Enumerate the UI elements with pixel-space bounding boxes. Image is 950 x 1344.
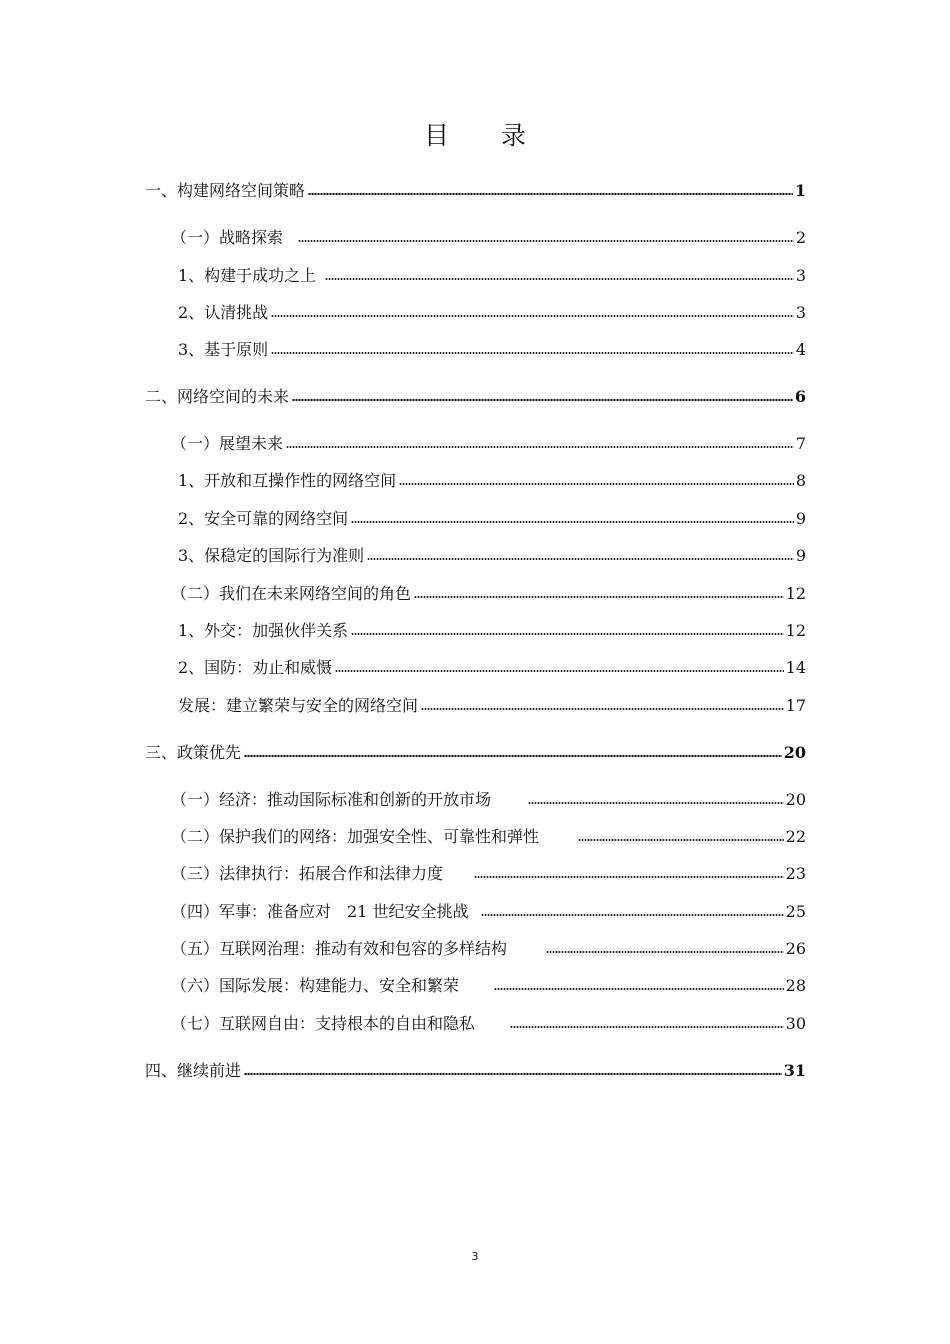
toc-entry-page: 8	[795, 471, 806, 490]
dot-leader	[494, 987, 784, 991]
dot-leader	[335, 669, 783, 673]
toc-entry-label: 1、开放和互操作性的网络空间	[178, 471, 397, 490]
toc-entry-section-2[interactable]	[145, 387, 806, 407]
toc-entry-section-4[interactable]	[145, 1061, 806, 1081]
dot-leader	[271, 314, 794, 318]
dot-leader	[244, 754, 782, 758]
dot-leader	[474, 875, 784, 879]
toc-entry-label: 2、国防：劝止和威慑	[178, 658, 333, 677]
toc-entry-page: 9	[795, 546, 806, 565]
toc-entry-label: （七）互联网自由：支持根本的自由和隐私	[171, 1014, 476, 1033]
toc-entry-page: 20	[783, 743, 806, 762]
toc-entry-subsection[interactable]	[171, 902, 806, 922]
dot-leader	[298, 239, 794, 243]
toc-entry-page: 20	[785, 790, 806, 809]
dot-leader	[367, 557, 794, 561]
footer-page-number: 3	[471, 1250, 479, 1263]
dot-leader	[510, 1025, 784, 1029]
toc-entry-page: 14	[785, 658, 806, 677]
toc-entry-subsection[interactable]	[171, 584, 806, 604]
toc-entry-item[interactable]	[178, 471, 806, 491]
toc-entry-page: 6	[794, 387, 806, 406]
toc-entry-label: 2、认清挑战	[178, 303, 269, 322]
toc-entry-subsection[interactable]	[171, 939, 806, 959]
toc-entry-page: 9	[795, 509, 806, 528]
dot-leader	[399, 482, 794, 486]
toc-entry-label: （一）展望未来	[171, 434, 284, 453]
toc-entry-page: 3	[795, 303, 806, 322]
toc-entry-subsection[interactable]	[171, 434, 806, 454]
dot-leader	[414, 595, 784, 599]
dot-leader	[292, 398, 793, 402]
toc-entry-item[interactable]	[178, 621, 806, 641]
toc-entry-label: （四）军事：准备应对 21 世纪安全挑战	[171, 902, 469, 921]
toc-entry-section-3[interactable]	[145, 743, 806, 763]
toc-entry-subsection[interactable]	[171, 864, 806, 884]
toc-entry-page: 3	[795, 266, 806, 285]
toc-entry-subsection[interactable]	[171, 228, 806, 248]
toc-entry-subsection[interactable]	[171, 1014, 806, 1034]
toc-entry-item[interactable]	[178, 509, 806, 529]
dot-leader	[578, 838, 784, 842]
toc-entry-label: 1、外交：加强伙伴关系	[178, 621, 349, 640]
toc-entry-subsection[interactable]	[171, 976, 806, 996]
toc-entry-label: 四、继续前进	[145, 1061, 242, 1080]
toc-entry-page: 22	[785, 827, 806, 846]
toc-entry-page: 26	[785, 939, 806, 958]
dot-leader	[325, 277, 794, 281]
dot-leader	[528, 801, 784, 805]
toc-entry-label: 1、构建于成功之上	[178, 266, 317, 285]
toc-entry-label: 发展：建立繁荣与安全的网络空间	[178, 696, 419, 715]
toc-entry-label: （二）保护我们的网络：加强安全性、可靠性和弹性	[171, 827, 540, 846]
toc-entry-item[interactable]	[178, 658, 806, 678]
toc-entry-page: 17	[785, 696, 806, 715]
toc-entry-label: （五）互联网治理：推动有效和包容的多样结构	[171, 939, 508, 958]
toc-entry-item[interactable]	[178, 266, 806, 286]
toc-entry-label: 二、网络空间的未来	[145, 387, 290, 406]
toc-entry-section-1[interactable]	[145, 181, 806, 201]
toc-entry-page: 4	[795, 340, 806, 359]
toc-entry-label: （一）经济：推动国际标准和创新的开放市场	[171, 790, 492, 809]
toc-entry-label: 一、构建网络空间策略	[145, 181, 306, 200]
toc-entry-label: （二）我们在未来网络空间的角色	[171, 584, 412, 603]
dot-leader	[351, 520, 794, 524]
dot-leader	[271, 351, 794, 355]
toc-entry-item[interactable]	[178, 546, 806, 566]
toc-entry-label: （一）战略探索	[171, 228, 284, 247]
toc-entry-item[interactable]	[178, 303, 806, 323]
dot-leader	[546, 950, 784, 954]
dot-leader	[244, 1072, 782, 1076]
toc-entry-subsection[interactable]	[171, 790, 806, 810]
toc-entry-subsection[interactable]	[171, 827, 806, 847]
toc-entry-label: （六）国际发展：构建能力、安全和繁荣	[171, 976, 460, 995]
dot-leader	[421, 707, 784, 711]
toc-entry-page: 2	[795, 228, 806, 247]
dot-leader	[351, 632, 783, 636]
toc-entry-label: 三、政策优先	[145, 743, 242, 762]
dot-leader	[481, 913, 783, 917]
dot-leader	[308, 192, 793, 196]
toc-entry-page: 12	[785, 584, 806, 603]
toc-entry-label: 2、安全可靠的网络空间	[178, 509, 349, 528]
toc-entry-page: 28	[785, 976, 806, 995]
toc-entry-page: 30	[785, 1014, 806, 1033]
toc-entry-page: 1	[794, 181, 806, 200]
toc-entry-item[interactable]	[178, 340, 806, 360]
toc-entry-page: 25	[785, 902, 806, 921]
toc-entry-label: 3、保稳定的国际行为准则	[178, 546, 365, 565]
toc-entry-page: 12	[785, 621, 806, 640]
page-title: 目 录	[424, 121, 548, 150]
dot-leader	[286, 445, 794, 449]
toc-entry-label: （三）法律执行：拓展合作和法律力度	[171, 864, 444, 883]
toc-entry-label: 3、基于原则	[178, 340, 269, 359]
toc-entry-page: 31	[783, 1061, 806, 1080]
toc-entry-page: 23	[785, 864, 806, 883]
toc-entry-page: 7	[795, 434, 806, 453]
toc-entry-item[interactable]	[178, 696, 806, 716]
